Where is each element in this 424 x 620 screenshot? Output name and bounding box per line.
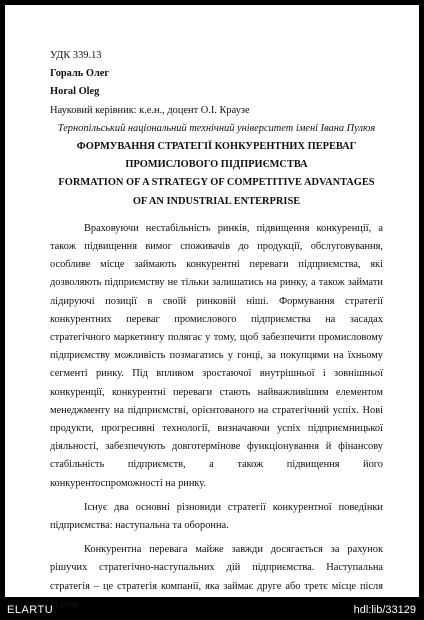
- author-ukrainian: Гораль Олег: [50, 68, 110, 80]
- supervisor-line: Науковий керівник: к.е.н., доцент О.І. Краузе: [50, 104, 250, 116]
- title-english-line-2: OF AN INDUSTRIAL ENTERPRISE: [132, 195, 301, 207]
- paragraph-1: Враховуючи нестабільність ринків, підвищення конкуренції, а також підвищення вимог споживачів до продукції, обслуговування, особливе місце займають конкурентні переваги підприємства, які дозволяють підприємству не тільки залишатись на ринку, а також займати лідируючі позиції в своїй ринковій ніші. Формування стратегії конкурентних переваг промислового підприємства на засадах стратегічного маркетингу полягає у тому, щоб забезпечити промисловому підприємству можливість позмагатись у гонці, за покупцями на їхньому сегменті ринку. Під впливом зростаючої внутрішньої і зовнішньої конкуренції, конкурентні переваги стають найважливішим елементом менеджменту на підприємстві, орієнтованого на стратегічний успіх. Нові продукти, прогресивні технології, визначаючи успіх підприємницької діяльності, забезпечують довготермінове функціонування й фінансову стабільність підприємств, а також підвищення його конкурентоспроможності на ринку.: [50, 222, 383, 489]
- document-content: [50, 47, 383, 614]
- paragraph-2: Існує два основні різновиди стратегії конкурентної поведінки підприємства: наступальна та оборонна.: [50, 501, 383, 532]
- title-english-line-1: FORMATION OF A STRATEGY OF COMPETITIVE ADVANTAGES: [58, 177, 375, 189]
- title-ukrainian-line-1: ФОРМУВАННЯ СТРАТЕГІЇ КОНКУРЕНТНИХ ПЕРЕВАГ: [76, 141, 357, 153]
- paragraph-3: Конкурентна перевага майже завжди досягається за рахунок рішучих стратегічно-наступальних дій підприємства. Наступальна стратегія – це стратегія компанії, яка займає друге або третє місце після лідера.: [50, 544, 383, 610]
- author-english: Horal Oleg: [50, 86, 100, 98]
- udk-code: УДК 339.13: [50, 50, 102, 61]
- title-ukrainian-line-2: ПРОМИСЛОВОГО ПІДПРИЄМСТВА: [125, 159, 308, 171]
- handle-identifier: hdl:lib/33129: [353, 604, 416, 616]
- institution-line: Тернопільський національний технічний університет імені Івана Пулюя: [57, 122, 376, 134]
- repository-name: ELARTU: [7, 604, 54, 616]
- repository-footer: [0, 598, 424, 620]
- spacer: [50, 211, 383, 220]
